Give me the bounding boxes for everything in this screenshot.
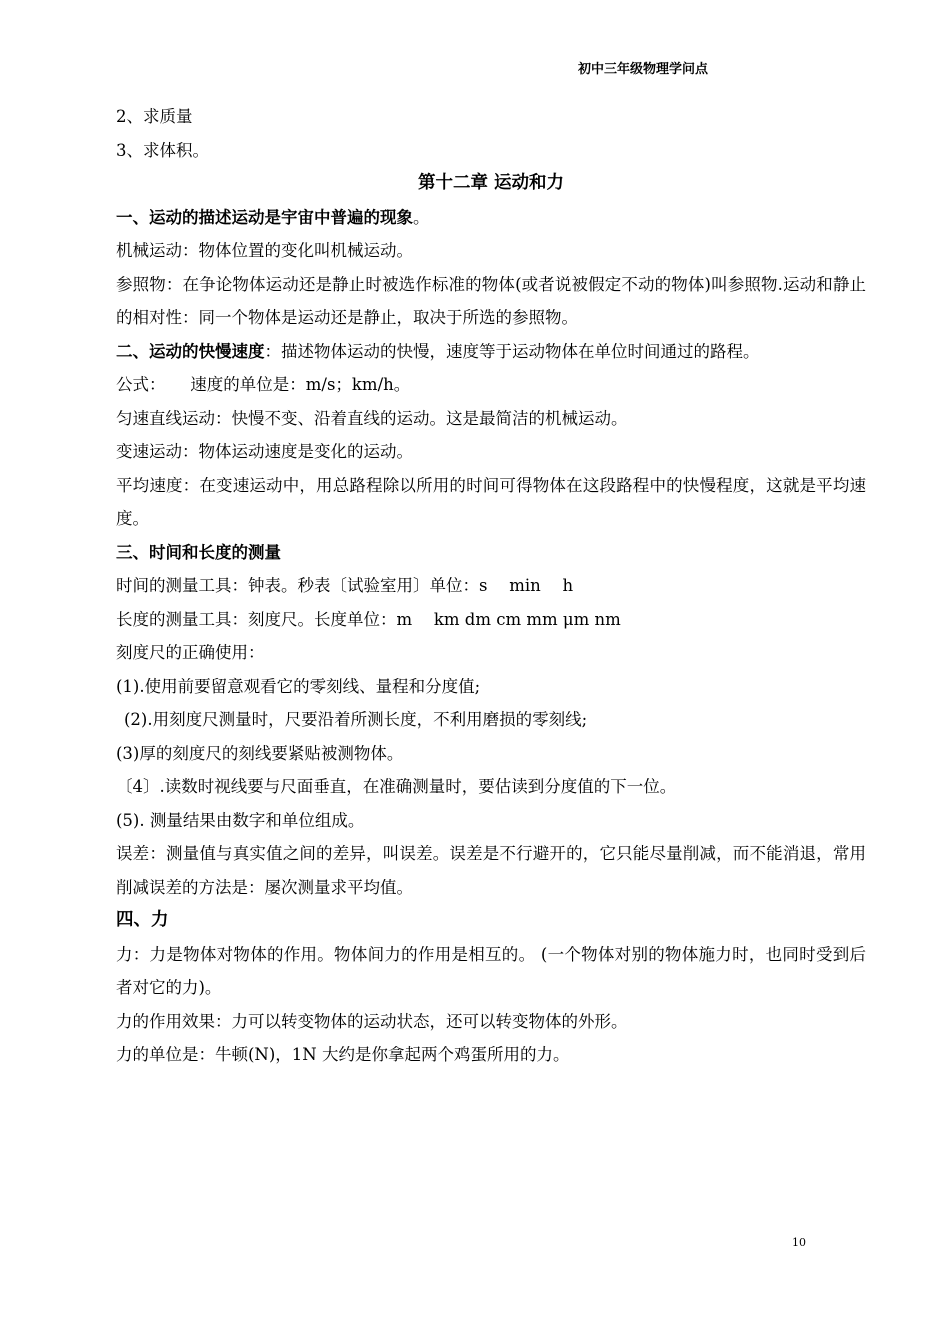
paragraph-uniform-motion: 匀速直线运动：快慢不变、沿着直线的运动。这是最简洁的机械运动。: [116, 408, 628, 428]
paragraph-reference-object: 参照物：在争论物体运动还是静止时被选作标准的物体(或者说被假定不动的物体)叫参照物.运动和静止的相对性：同一个物体是运动还是静止，取决于所选的参照物。: [116, 274, 866, 327]
paragraph-force-effect: 力的作用效果：力可以转变物体的运动状态，还可以转变物体的外形。: [116, 1011, 628, 1031]
ruler-rule-5: (5). 测量结果由数字和单位组成。: [116, 810, 365, 830]
section-2-heading-text: 二、运动的快慢速度: [116, 341, 265, 361]
document-body: [116, 100, 866, 1072]
paragraph-variable-motion: 变速运动：物体运动速度是变化的运动。: [116, 442, 413, 461]
chapter-title: 第十二章 运动和力: [417, 173, 565, 193]
paragraph-average-speed: 平均速度：在变速运动中，用总路程除以所用的时间可得物体在这段路程中的快慢程度，这就是平均速度。: [116, 475, 866, 528]
ruler-rule-1: (1).使用前要留意观看它的零刻线、量程和分度值;: [116, 676, 481, 696]
paragraph-force-unit: 力的单位是：牛顿(N)，1N 大约是你拿起两个鸡蛋所用的力。: [116, 1045, 570, 1064]
list-item-mass: 2、求质量: [116, 107, 193, 126]
paragraph-formula: 公式： 速度的单位是：m/s；km/h。: [116, 375, 411, 394]
ruler-rule-3: (3)厚的刻度尺的刻线要紧贴被测物体。: [116, 743, 404, 763]
section-3-heading: 三、时间和长度的测量: [116, 542, 281, 562]
ruler-rule-2: (2).用刻度尺测量时，尺要沿着所测长度，不利用磨损的零刻线;: [124, 710, 588, 729]
paragraph-error: 误差：测量值与真实值之间的差异，叫误差。误差是不行避开的，它只能尽量削减，而不能消退，常用削减误差的方法是：屡次测量求平均值。: [116, 844, 866, 897]
section-4-heading: 四、力: [116, 910, 169, 930]
paragraph-force: 力：力是物体对物体的作用。物体间力的作用是相互的。 (一个物体对别的物体施力时，也同时受到后者对它的力)。: [116, 944, 866, 997]
paragraph-time-tool: 时间的测量工具：钟表。秒表〔试验室用〕单位：s min h: [116, 576, 574, 595]
ruler-rule-4: 〔4〕.读数时视线要与尺面垂直，在准确测量时，要估读到分度值的下一位。: [116, 777, 677, 796]
paragraph-length-tool: 长度的测量工具：刻度尺。长度单位：m km dm cm mm μm nm: [116, 609, 621, 629]
page-header-title: 初中三年级物理学问点: [578, 62, 709, 77]
list-item-volume: 3、求体积。: [116, 140, 209, 160]
paragraph-mechanical-motion: 机械运动：物体位置的变化叫机械运动。: [116, 241, 413, 260]
section-1-heading-tail: 。: [413, 207, 430, 227]
paragraph-ruler-use: 刻度尺的正确使用：: [116, 643, 265, 662]
page-number: 10: [792, 1236, 806, 1249]
section-1-heading-text: 一、运动的描述运动是宇宙中普遍的现象: [116, 207, 413, 227]
section-2-heading-rest: ：描述物体运动的快慢，速度等于运动物体在单位时间通过的路程。: [264, 341, 760, 361]
section-2-heading: [116, 335, 866, 369]
section-1-heading: [116, 201, 866, 235]
